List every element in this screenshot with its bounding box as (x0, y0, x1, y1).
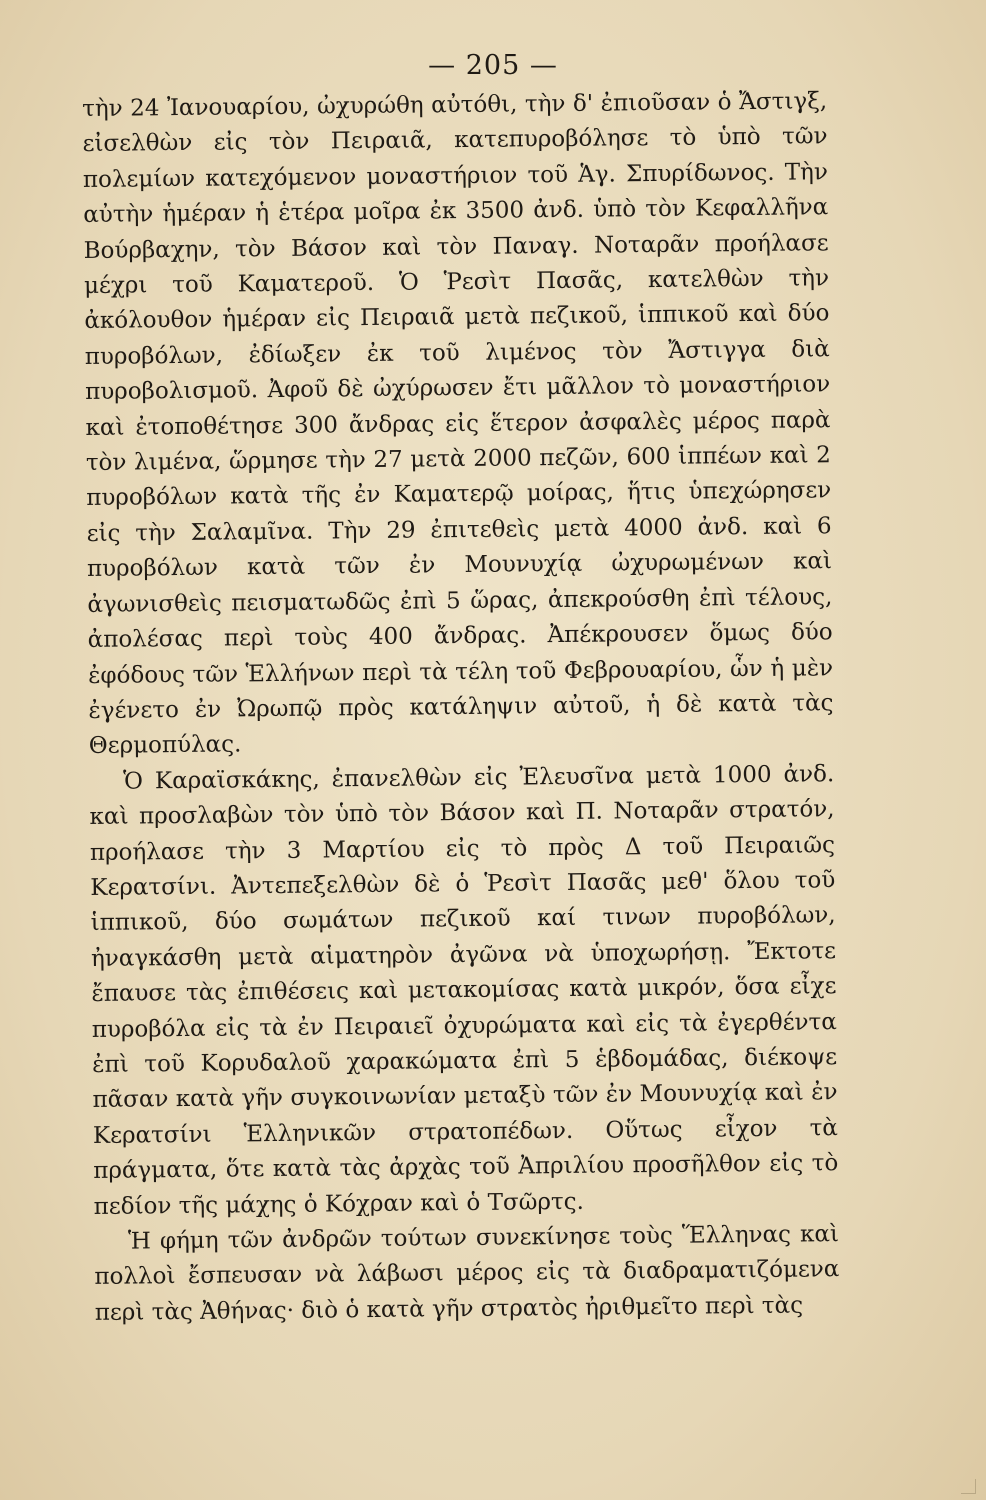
paragraph: Ὁ Καραϊσκάκης, ἐπανελθὼν εἰς Ἐλευσῖνα μετὰ 1000 ἀνδ. καὶ προσλαβὼν τὸν ὑπὸ τὸν Βάσον καὶ Π. Νοταρᾶν στρατόν, προήλασε τὴν 3 Μαρτίου εἰς τὸ πρὸς Δ τοῦ Πειραιῶς Κερατσίνι. Ἀντεπεξελθὼν δὲ ὁ Ῥεσὶτ Πασᾶς μεθ' ὅλου τοῦ ἱππικοῦ, δύο σωμάτων πεζικοῦ καί τινων πυροβόλων, ἠναγκάσθη μετὰ αἱματηρὸν ἀγῶνα νὰ ὑποχωρήσῃ. Ἔκτοτε ἔπαυσε τὰς ἐπιθέσεις καὶ μετακομίσας κατὰ μικρόν, ὅσα εἶχε πυροβόλα εἰς τὰ ἐν Πειραιεῖ ὀχυρώματα καὶ εἰς τὰ ἐγερθέντα ἐπὶ τοῦ Κορυδαλοῦ χαρακώματα ἐπὶ 5 ἑβδομάδας, διέκοψε πᾶσαν κατὰ γῆν συγκοινωνίαν μεταξὺ τῶν ἐν Μουνυχίᾳ καὶ ἐν Κερατσίνι Ἑλληνικῶν στρατοπέδων. Οὕτως εἶχον τὰ πράγματα, ὅτε κατὰ τὰς ἀρχὰς τοῦ Ἀπριλίου προσῆλθον εἰς τὸ πεδίον τῆς μάχης ὁ Κόχραν καὶ ὁ Τσῶρτς. (89, 760, 839, 1220)
body-text (82, 84, 840, 1331)
page-corner-mark (961, 1479, 976, 1494)
paragraph: Ἡ φήμη τῶν ἀνδρῶν τούτων συνεκίνησε τοὺς Ἕλληνας καὶ πολλοὶ ἔσπευσαν νὰ λάβωσι μέρος εἰς τὰ διαδραματιζόμενα περὶ τὰς Ἀθήνας· διὸ ὁ κατὰ γῆν στρατὸς ἠριθμεῖτο περὶ τὰς (94, 1221, 840, 1326)
page-number: — 205 — (428, 50, 558, 81)
paragraph: τὴν 24 Ἰανουαρίου, ὠχυρώθη αὐτόθι, τὴν δ' ἐπιοῦσαν ὁ Ἄστιγξ, εἰσελθὼν εἰς τὸν Πειραιᾶ, κατεπυροβόλησε τὸ ὑπὸ τῶν πολεμίων κατεχόμενον μοναστήριον τοῦ Ἁγ. Σπυρίδωνος. Τὴν αὐτὴν ἡμέραν ἡ ἑτέρα μοῖρα ἐκ 3500 ἀνδ. ὑπὸ τὸν Κεφαλλῆνα Βούρβαχην, τὸν Βάσον καὶ τὸν Παναγ. Νοταρᾶν προήλασε μέχρι τοῦ Καματεροῦ. Ὁ Ῥεσὶτ Πασᾶς, κατελθὼν τὴν ἀκόλουθον ἡμέραν εἰς Πειραιᾶ μετὰ πεζικοῦ, ἱππικοῦ καὶ δύο πυροβόλων, ἐδίωξεν ἐκ τοῦ λιμένος τὸν Ἄστιγγα διὰ πυροβολισμοῦ. Ἀφοῦ δὲ ὠχύρωσεν ἔτι μᾶλλον τὸ μοναστήριον καὶ ἐτοποθέτησε 300 ἄνδρας εἰς ἕτερον ἀσφαλὲς μέρος παρὰ τὸν λιμένα, ὥρμησε τὴν 27 μετὰ 2000 πεζῶν, 600 ἱππέων καὶ 2 πυροβόλων κατὰ τῆς ἐν Καματερῷ μοίρας, ἥτις ὑπεχώρησεν εἰς τὴν Σαλαμῖνα. Τὴν 29 ἐπιτεθεὶς μετὰ 4000 ἀνδ. καὶ 6 πυροβόλων κατὰ τῶν ἐν Μουνυχίᾳ ὠχυρωμένων καὶ ἀγωνισθεὶς πεισματωδῶς ἐπὶ 5 ὥρας, ἀπεκρούσθη ἐπὶ τέλους, ἀπολέσας περὶ τοὺς 400 ἄνδρας. Ἀπέκρουσεν ὅμως δύο ἐφόδους τῶν Ἑλλήνων περὶ τὰ τέλη τοῦ Φεβρουαρίου, ὧν ἡ μὲν ἐγένετο ἐν Ὠρωπῷ πρὸς κατάληψιν αὐτοῦ, ἡ δὲ κατὰ τὰς Θερμοπύλας. (82, 88, 834, 760)
